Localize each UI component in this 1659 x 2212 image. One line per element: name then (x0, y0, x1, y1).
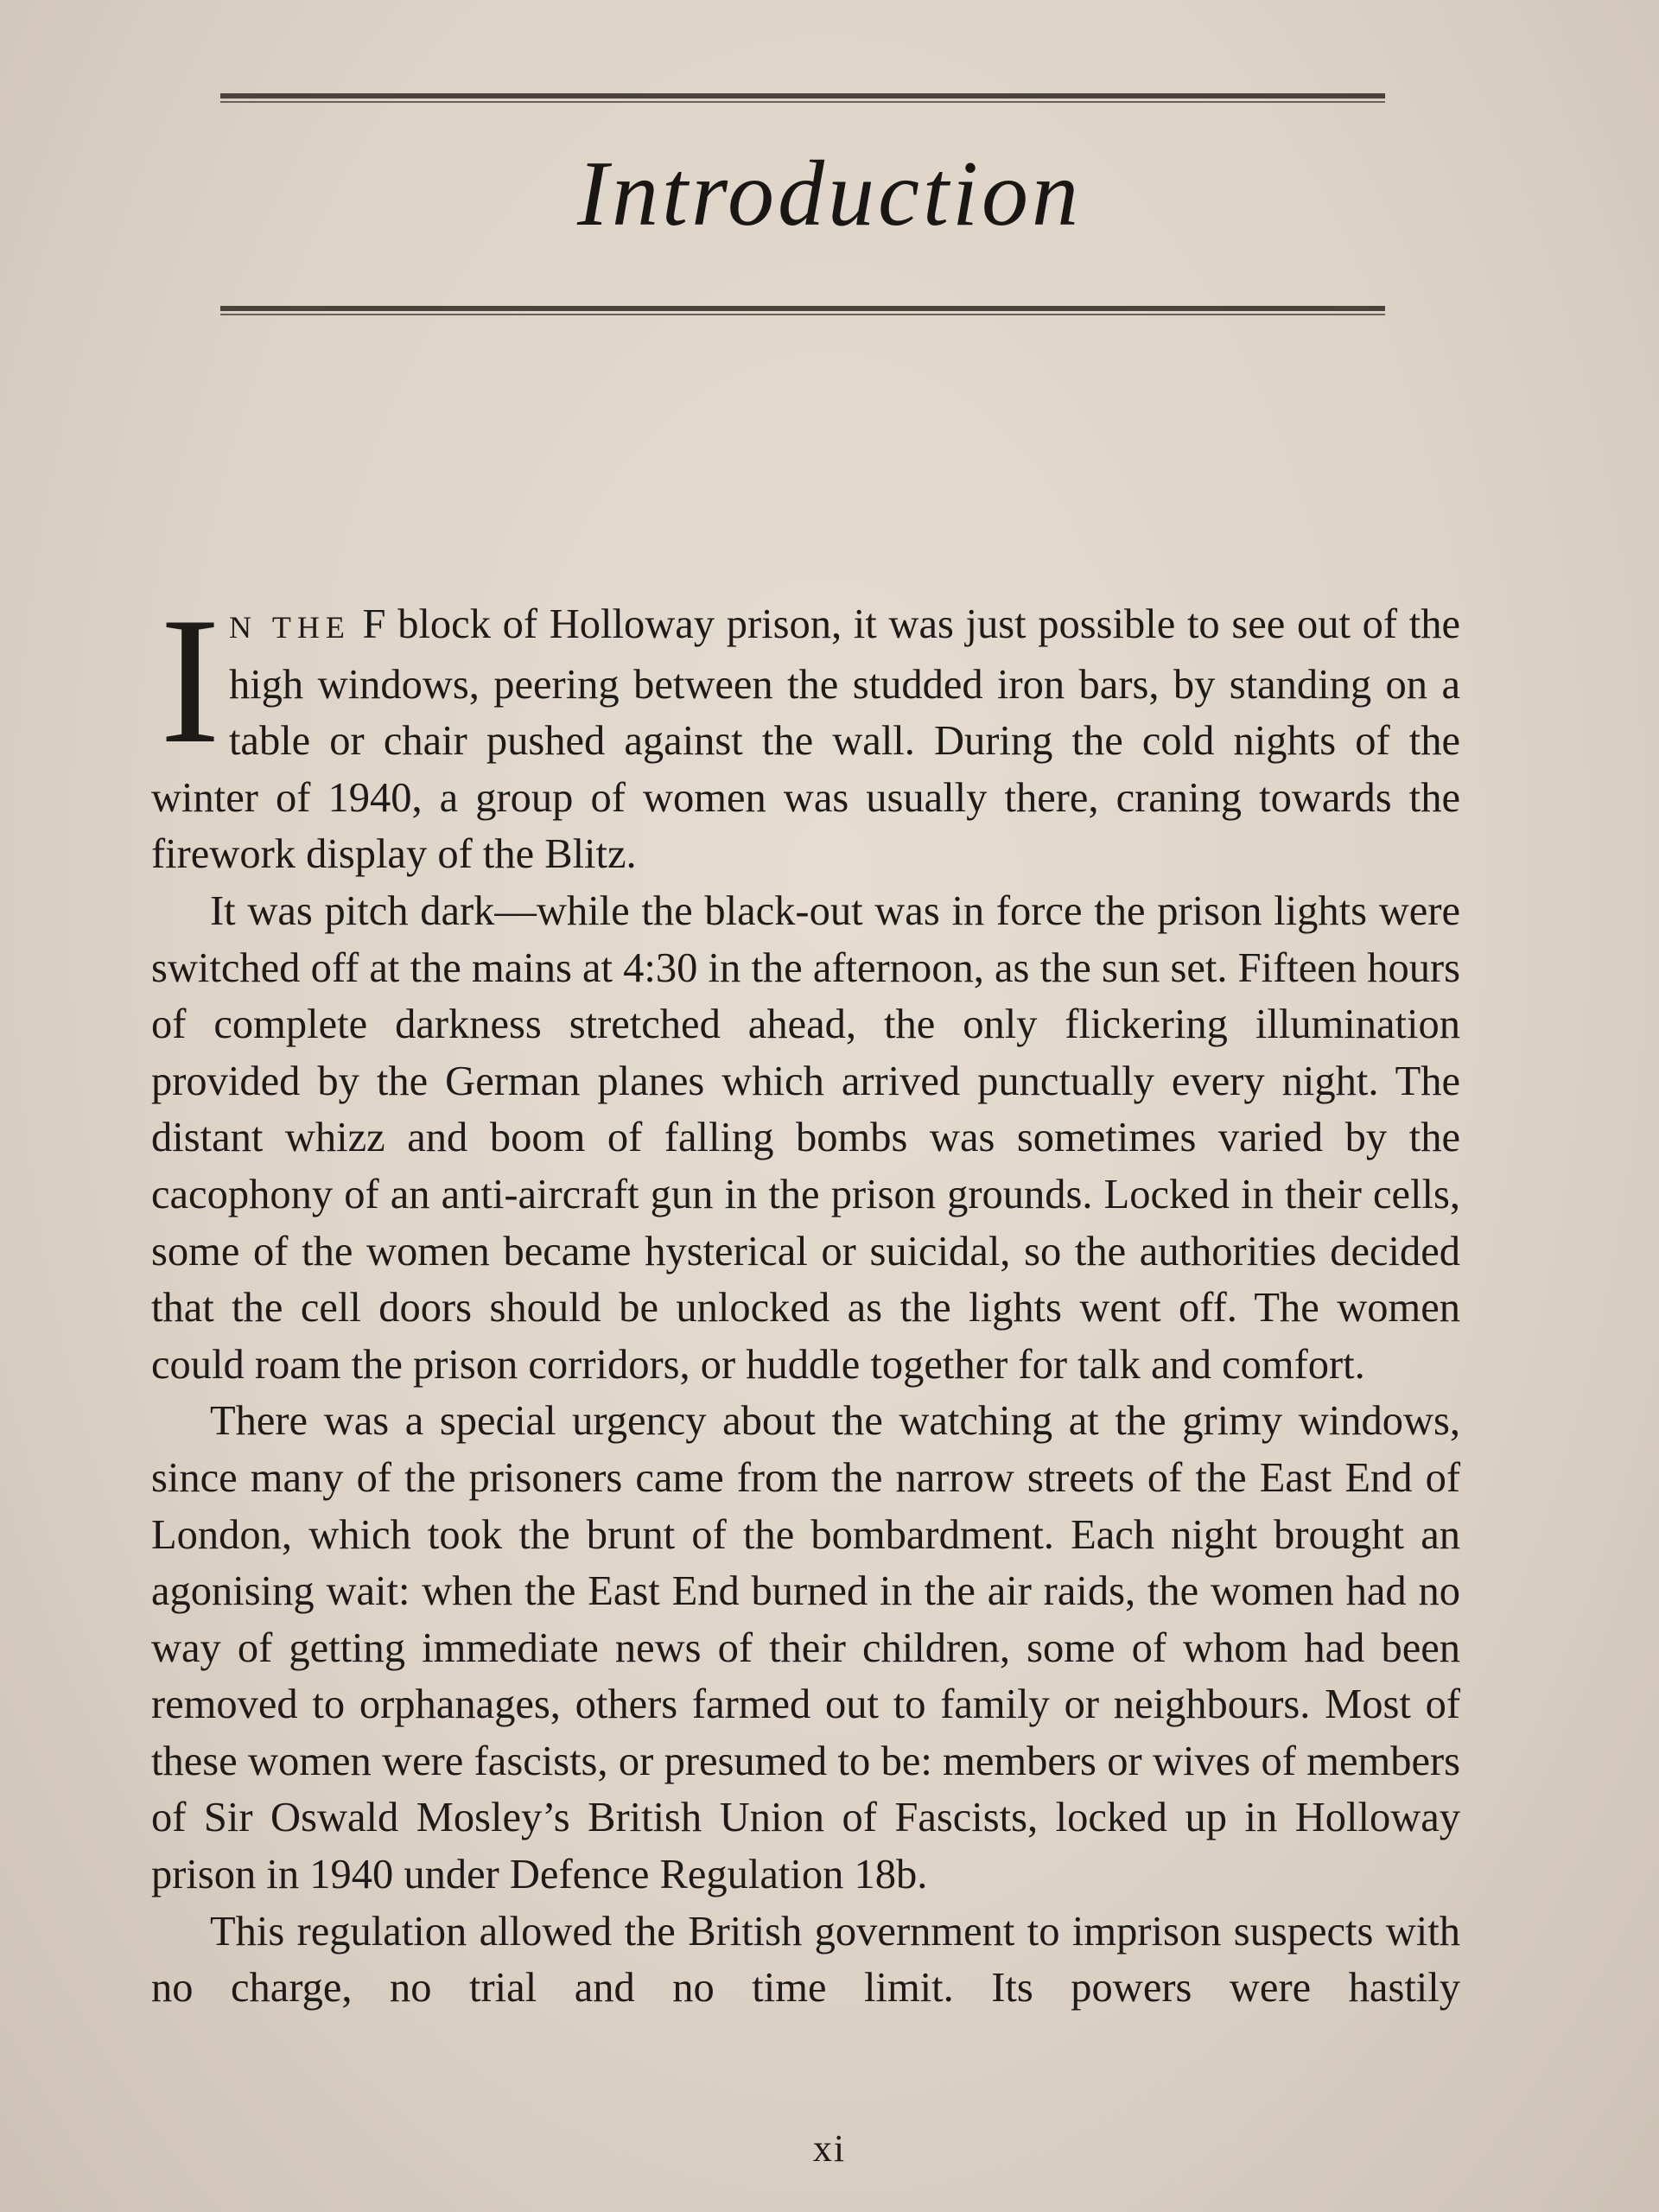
paragraph-1-text: F block of Holloway prison, it was just possible to see out of the high windows, peering between the studded iron bars, by standing on a table or chair pushed against the wall. During the cold nights of the winter of 1940, a group of women was usually there, craning towards the firework display of the Blitz. (151, 601, 1461, 878)
bottom-rule-thick-line (220, 306, 1385, 311)
paragraph-4: This regulation allowed the British government to imprison suspects with no charge, no trial and no time limit. Its powers were hastily (151, 1908, 1460, 2012)
opening-small-caps: N THE (228, 610, 351, 645)
drop-cap: I (160, 581, 220, 781)
bottom-rule-thin-line (220, 314, 1385, 315)
top-rule-thin-line (220, 101, 1385, 103)
chapter-title: Introduction (577, 143, 1082, 245)
paragraph-3: There was a special urgency about the watching at the grimy windows, since many of the prisoners came from the narrow streets of the East End of London, which took the brunt of the bombardment. Each night brought an agonising wait: when the East End burned in the air raids, the women had no way of getting immediate news of their children, some of whom had been removed to orphanages, others farmed out to family or neighbours. Most of these women were fascists, or presumed to be: members or wives of members of Sir Oswald Mosley’s British Union of Fascists, locked up in Holloway prison in 1940 under Defence Regulation 18b. (151, 1398, 1460, 1898)
chapter-body (151, 581, 1461, 2017)
paragraph-2: It was pitch dark—while the black-out was in force the prison lights were switched off at the mains at 4:30 in the afternoon, as the sun set. Fifteen hours of complete darkness stretched ahead, the only flickering illumination provided by the German planes which arrived punctually every night. The distant whizz and boom of falling bombs was sometimes varied by the cacophony of an anti-aircraft gun in the prison grounds. Locked in their cells, some of the women became hysterical or suicidal, so the authorities decided that the cell doors should be unlocked as the lights went off. The women could roam the prison corridors, or huddle together for talk and comfort. (151, 887, 1460, 1388)
top-double-rule (220, 93, 1385, 103)
page-number: xi (812, 2127, 847, 2170)
top-rule-thick-line (220, 93, 1385, 99)
bottom-double-rule (220, 306, 1385, 315)
paragraph-1 (151, 581, 1461, 883)
